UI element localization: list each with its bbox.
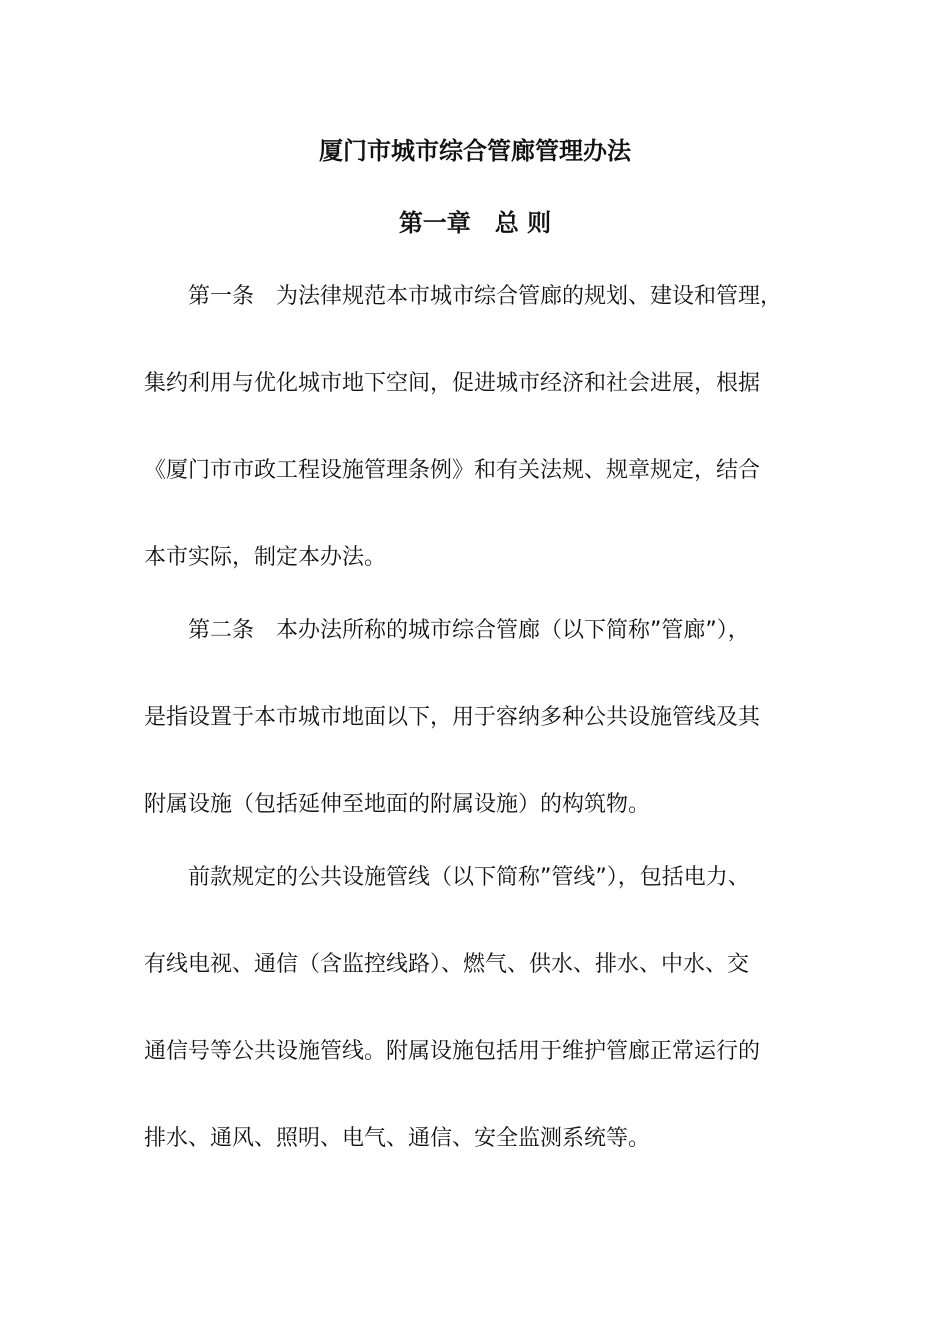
article-1-line-3: 《厦门市市政工程设施管理条例》和有关法规、规章规定，结合 (144, 458, 761, 483)
document-title: 厦门市城市综合管廊管理办法 (319, 137, 631, 165)
chapter-heading: 第一章 总 则 (398, 209, 552, 237)
article-2-line-1: 第二条 本办法所称的城市综合管廊（以下简称”管廊”）， (188, 618, 750, 643)
article-2-line-3: 附属设施（包括延伸至地面的附属设施）的构筑物。 (144, 792, 651, 817)
article-2-line-2: 是指设置于本市城市地面以下，用于容纳多种公共设施管线及其 (144, 705, 761, 730)
paragraph-3-line-2: 有线电视、通信（含监控线路）、燃气、供水、排水、中水、交 (144, 952, 750, 977)
article-1-line-4: 本市实际，制定本办法。 (144, 545, 387, 570)
paragraph-3-line-3: 通信号等公共设施管线。附属设施包括用于维护管廊正常运行的 (144, 1039, 761, 1064)
article-1-line-1: 第一条 为法律规范本市城市综合管廊的规划、建设和管理， (188, 284, 783, 309)
article-1-line-2: 集约利用与优化城市地下空间，促进城市经济和社会进展，根据 (144, 371, 761, 396)
paragraph-3-line-1: 前款规定的公共设施管线（以下简称”管线”），包括电力、 (188, 865, 750, 890)
paragraph-3-line-4: 排水、通风、照明、电气、通信、安全监测系统等。 (144, 1126, 651, 1151)
